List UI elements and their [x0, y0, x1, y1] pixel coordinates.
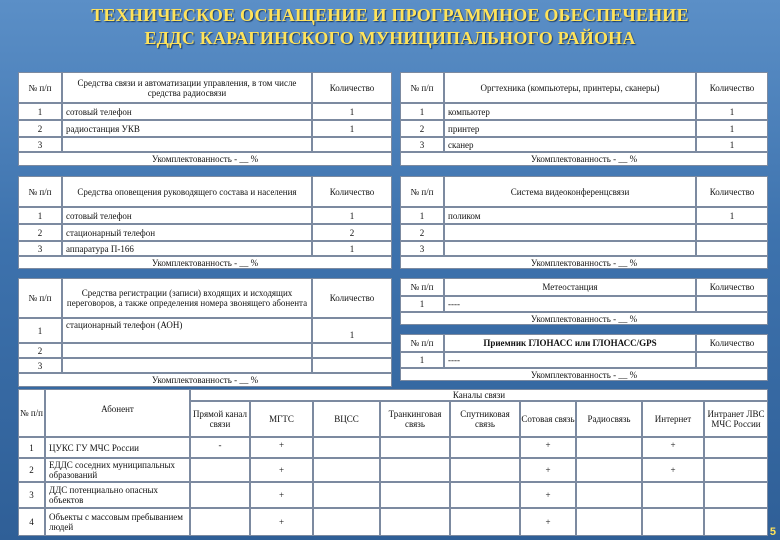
- t4-row1-qty: 1: [696, 207, 768, 224]
- t2-row2-n: 2: [400, 120, 444, 137]
- t1-row2-qty: 1: [312, 120, 392, 137]
- t8-row4-cellular: +: [520, 508, 576, 536]
- t4-row3-name: [444, 241, 696, 256]
- t1-completeness: Укомплектованность - __ %: [18, 152, 392, 166]
- t3-row2-n: 2: [18, 224, 62, 241]
- t8-row3-name: ДДС потенциально опасных объектов: [45, 482, 190, 508]
- t1-row3-qty: [312, 137, 392, 152]
- t6-npp-header: № п/п: [400, 278, 444, 296]
- t2-row2-qty: 1: [696, 120, 768, 137]
- t6-row1-name: ----: [444, 296, 696, 312]
- t7-title-header: Приемник ГЛОНАСС или ГЛОНАСС/GPS: [444, 334, 696, 352]
- t2-row1-qty: 1: [696, 103, 768, 120]
- t8-col-internet: Интернет: [642, 401, 704, 437]
- t8-col-radio: Радиосвязь: [576, 401, 642, 437]
- t8-row2-satellite: [450, 458, 520, 482]
- t5-row2-name: [62, 343, 312, 358]
- t8-row3-radio: [576, 482, 642, 508]
- t5-row3-name: [62, 358, 312, 373]
- t8-row1-direct: -: [190, 437, 250, 458]
- t8-col-direct: Прямой канал связи: [190, 401, 250, 437]
- t8-row2-n: 2: [18, 458, 45, 482]
- t2-row1-name: компьютер: [444, 103, 696, 120]
- t4-row2-name: [444, 224, 696, 241]
- t6-title-header: Метеостанция: [444, 278, 696, 296]
- t5-row2-n: 2: [18, 343, 62, 358]
- t4-row2-qty: [696, 224, 768, 241]
- t1-row1-name: сотовый телефон: [62, 103, 312, 120]
- t8-row2-mgts: +: [250, 458, 313, 482]
- t8-row2-intranet: [704, 458, 768, 482]
- t8-row1-cellular: +: [520, 437, 576, 458]
- t2-row3-name: сканер: [444, 137, 696, 152]
- t1-row2-n: 2: [18, 120, 62, 137]
- t8-row1-internet: +: [642, 437, 704, 458]
- page-number: 5: [769, 526, 776, 538]
- t8-row1-satellite: [450, 437, 520, 458]
- t7-qty-header: Количество: [696, 334, 768, 352]
- t8-row1-vtss: [313, 437, 380, 458]
- t5-qty-header: Количество: [312, 278, 392, 318]
- t8-row1-trunk: [380, 437, 450, 458]
- t2-row1-n: 1: [400, 103, 444, 120]
- t8-col-intranet: Интранет ЛВС МЧС России: [704, 401, 768, 437]
- t8-row4-trunk: [380, 508, 450, 536]
- t5-completeness: Укомплектованность - __ %: [18, 373, 392, 387]
- t8-row2-direct: [190, 458, 250, 482]
- t3-qty-header: Количество: [312, 176, 392, 207]
- t4-row2-n: 2: [400, 224, 444, 241]
- t5-title-header: Средства регистрации (записи) входящих и исходящих переговоров, а также определения номера звонящего абонента: [62, 278, 312, 318]
- t3-row1-qty: 1: [312, 207, 392, 224]
- t5-row1-qty: 1: [312, 318, 392, 343]
- t7-row1-n: 1: [400, 352, 444, 368]
- t7-row1-name: ----: [444, 352, 696, 368]
- t1-row2-name: радиостанция УКВ: [62, 120, 312, 137]
- t2-completeness: Укомплектованность - __ %: [400, 152, 768, 166]
- t5-row2-qty: [312, 343, 392, 358]
- t3-row1-n: 1: [18, 207, 62, 224]
- t8-row4-name: Объекты с массовым пребыванием людей: [45, 508, 190, 536]
- t8-row1-n: 1: [18, 437, 45, 458]
- t1-qty-header: Количество: [312, 72, 392, 103]
- t8-row1-radio: [576, 437, 642, 458]
- t5-row3-qty: [312, 358, 392, 373]
- t8-row1-name: ЦУКС ГУ МЧС России: [45, 437, 190, 458]
- t8-row3-trunk: [380, 482, 450, 508]
- t3-title-header: Средства оповещения руководящего состава и населения: [62, 176, 312, 207]
- t8-row3-cellular: +: [520, 482, 576, 508]
- t6-qty-header: Количество: [696, 278, 768, 296]
- t8-row4-intranet: [704, 508, 768, 536]
- t8-row2-internet: +: [642, 458, 704, 482]
- t2-row3-n: 3: [400, 137, 444, 152]
- t8-row4-satellite: [450, 508, 520, 536]
- t3-row3-qty: 1: [312, 241, 392, 256]
- t8-row3-internet: [642, 482, 704, 508]
- t7-npp-header: № п/п: [400, 334, 444, 352]
- t7-row1-qty: [696, 352, 768, 368]
- t2-qty-header: Количество: [696, 72, 768, 103]
- t8-col-mgts: МГТС: [250, 401, 313, 437]
- t8-row3-vtss: [313, 482, 380, 508]
- t5-npp-header: № п/п: [18, 278, 62, 318]
- t3-row2-name: стационарный телефон: [62, 224, 312, 241]
- t4-row3-n: 3: [400, 241, 444, 256]
- t8-row2-trunk: [380, 458, 450, 482]
- t3-npp-header: № п/п: [18, 176, 62, 207]
- t8-row3-intranet: [704, 482, 768, 508]
- t6-row1-qty: [696, 296, 768, 312]
- page-title: [0, 4, 780, 50]
- t3-row2-qty: 2: [312, 224, 392, 241]
- t8-channels-header: Каналы связи: [190, 389, 768, 401]
- t8-col-trunk: Транкинговая связь: [380, 401, 450, 437]
- t4-row1-n: 1: [400, 207, 444, 224]
- t1-row1-qty: 1: [312, 103, 392, 120]
- t8-row2-name: ЕДДС соседних муниципальных образований: [45, 458, 190, 482]
- t2-title-header: Оргтехника (компьютеры, принтеры, сканеры): [444, 72, 696, 103]
- t8-row3-direct: [190, 482, 250, 508]
- t3-row3-name: аппаратура П-166: [62, 241, 312, 256]
- t5-row3-n: 3: [18, 358, 62, 373]
- t8-row3-satellite: [450, 482, 520, 508]
- t3-row3-n: 3: [18, 241, 62, 256]
- t8-row1-mgts: +: [250, 437, 313, 458]
- t8-row4-mgts: +: [250, 508, 313, 536]
- t6-completeness: Укомплектованность - __ %: [400, 312, 768, 325]
- t8-col-vtss: ВЦСС: [313, 401, 380, 437]
- t8-col-cellular: Сотовая связь: [520, 401, 576, 437]
- t8-col-satellite: Спутниковая связь: [450, 401, 520, 437]
- t1-title-header: Средства связи и автоматизации управления, в том числе средства радиосвязи: [62, 72, 312, 103]
- t1-row3-name: [62, 137, 312, 152]
- t8-npp-header: № п/п: [18, 389, 45, 437]
- t2-row2-name: принтер: [444, 120, 696, 137]
- title-line-1: ТЕХНИЧЕСКОЕ ОСНАЩЕНИЕ И ПРОГРАММНОЕ ОБЕСПЕЧЕНИЕ: [91, 5, 689, 25]
- t1-row1-n: 1: [18, 103, 62, 120]
- t8-row3-n: 3: [18, 482, 45, 508]
- t5-row1-name: стационарный телефон (АОН): [62, 318, 312, 343]
- t4-row1-name: поликом: [444, 207, 696, 224]
- t8-abonent-header: Абонент: [45, 389, 190, 437]
- t8-row4-radio: [576, 508, 642, 536]
- t6-row1-n: 1: [400, 296, 444, 312]
- t8-row4-n: 4: [18, 508, 45, 536]
- t8-row1-intranet: [704, 437, 768, 458]
- t3-completeness: Укомплектованность - __ %: [18, 256, 392, 269]
- t8-row4-vtss: [313, 508, 380, 536]
- t4-completeness: Укомплектованность - __ %: [400, 256, 768, 269]
- t8-row2-radio: [576, 458, 642, 482]
- t2-row3-qty: 1: [696, 137, 768, 152]
- t3-row1-name: сотовый телефон: [62, 207, 312, 224]
- t2-npp-header: № п/п: [400, 72, 444, 103]
- title-line-2: ЕДДС КАРАГИНСКОГО МУНИЦИПАЛЬНОГО РАЙОНА: [144, 28, 636, 48]
- t8-row2-cellular: +: [520, 458, 576, 482]
- t1-row3-n: 3: [18, 137, 62, 152]
- t4-title-header: Система видеоконференцсвязи: [444, 176, 696, 207]
- t8-row2-vtss: [313, 458, 380, 482]
- t8-row3-mgts: +: [250, 482, 313, 508]
- t5-row1-n: 1: [18, 318, 62, 343]
- t4-npp-header: № п/п: [400, 176, 444, 207]
- t8-row4-internet: [642, 508, 704, 536]
- t8-row4-direct: [190, 508, 250, 536]
- t4-row3-qty: [696, 241, 768, 256]
- t7-completeness: Укомплектованность - __ %: [400, 368, 768, 381]
- t1-npp-header: № п/п: [18, 72, 62, 103]
- t4-qty-header: Количество: [696, 176, 768, 207]
